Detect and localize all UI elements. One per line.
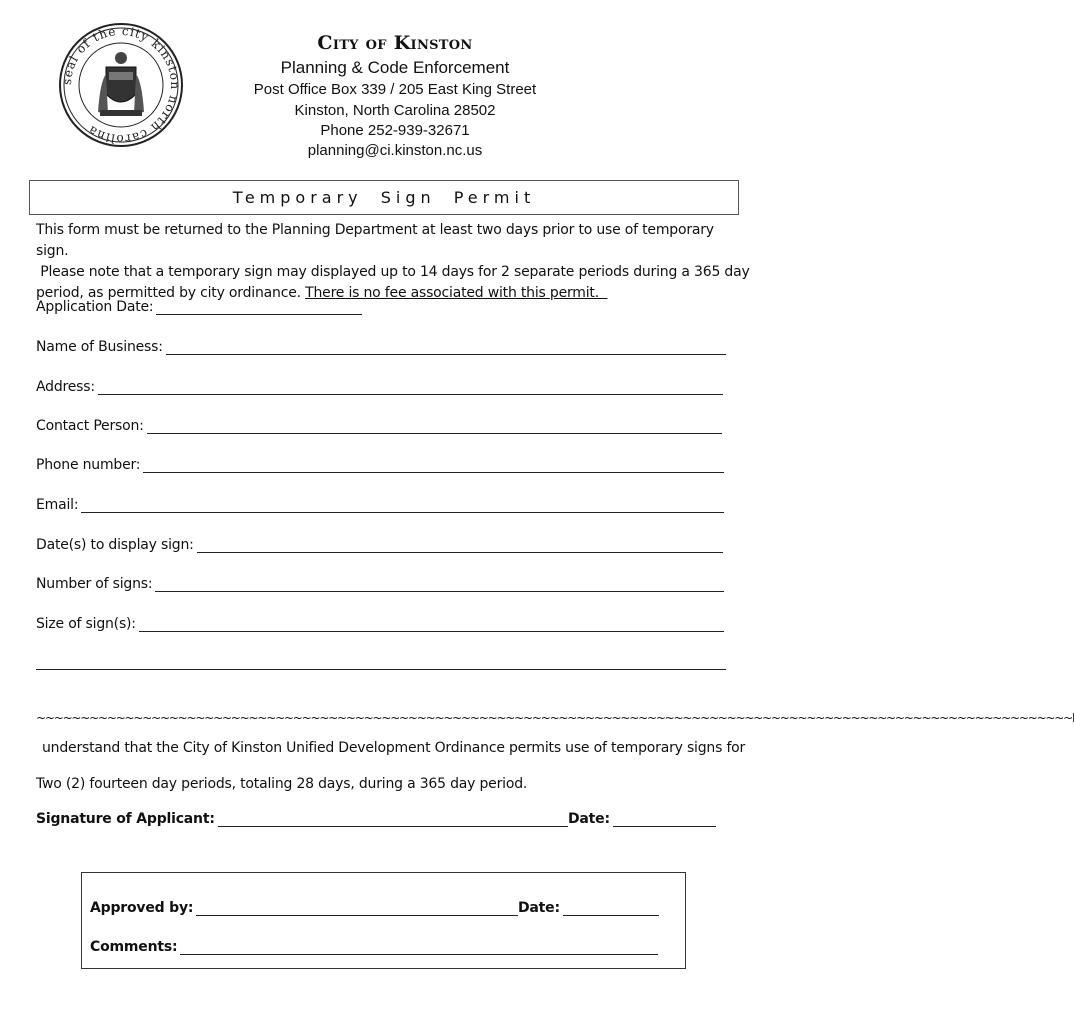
approved-by-label: Approved by:: [90, 900, 194, 916]
contact-person-label: Contact Person:: [36, 418, 144, 434]
intro-text: [36, 220, 750, 304]
comments-field[interactable]: [90, 939, 658, 955]
approved-by-field[interactable]: [90, 900, 518, 916]
contact-person-line[interactable]: [147, 419, 722, 434]
extra-blank-line[interactable]: [36, 669, 726, 670]
business-name-field[interactable]: [36, 339, 726, 355]
address-label: Address:: [36, 379, 95, 395]
email-line[interactable]: [81, 498, 724, 513]
phone-field[interactable]: [36, 457, 724, 473]
phone-number: Phone 252-939-32671: [320, 122, 470, 139]
address-line-2: Kinston, North Carolina 28502: [294, 102, 496, 119]
form-title: Temporary Sign Permit: [232, 188, 536, 207]
display-dates-line[interactable]: [197, 538, 723, 553]
approval-date-label: Date:: [518, 900, 560, 916]
comments-line[interactable]: [180, 940, 658, 955]
signature-line[interactable]: [218, 812, 568, 827]
approval-date-field[interactable]: [518, 900, 659, 916]
comments-label: Comments:: [90, 939, 178, 955]
city-name: City of Kinston: [317, 32, 473, 54]
no-fee-notice: There is no fee associated with this permit.: [305, 285, 599, 301]
address-line[interactable]: [98, 380, 723, 395]
signature-date-line[interactable]: [613, 812, 716, 827]
contact-person-field[interactable]: [36, 418, 722, 434]
application-date-label: Application Date:: [36, 299, 154, 315]
num-signs-line[interactable]: [155, 577, 724, 592]
application-date-line[interactable]: [156, 300, 362, 315]
statement-line-1: understand that the City of Kinston Unified Development Ordinance permits use of temporary signs for: [42, 740, 746, 756]
signature-date-field[interactable]: [568, 811, 716, 827]
phone-line[interactable]: [143, 458, 724, 473]
signature-label: Signature of Applicant:: [36, 811, 215, 827]
sign-size-label: Size of sign(s):: [36, 616, 136, 632]
num-signs-field[interactable]: [36, 576, 724, 592]
intro-line-2: Please note that a temporary sign may displayed up to 14 days for 2 separate periods during a 365 day: [36, 264, 750, 280]
intro-line-3-text: period, as permitted by city ordinance.: [36, 285, 301, 301]
email-label: Email:: [36, 497, 79, 513]
application-date-field[interactable]: [36, 299, 362, 315]
phone-label: Phone number:: [36, 457, 141, 473]
intro-line-1: This form must be returned to the Planning Department at least two days prior to use of temporary sign.: [36, 222, 714, 259]
approval-date-line[interactable]: [563, 901, 659, 916]
city-seal-logo: [58, 22, 184, 148]
signature-field[interactable]: [36, 811, 568, 827]
address-field[interactable]: [36, 379, 723, 395]
form-title-box: [29, 180, 739, 215]
business-name-label: Name of Business:: [36, 339, 163, 355]
display-dates-label: Date(s) to display sign:: [36, 537, 194, 553]
department-name: Planning & Code Enforcement: [280, 58, 510, 77]
num-signs-label: Number of signs:: [36, 576, 153, 592]
separator-line: ~~~~~~~~~~~~~~~~~~~~~~~~~~~~~~~~~~~~~~~~~~~~~~~~~~~~~~~~~~~~~~~~~~~~~~~~~~~~~~~~~~~~~~~~~~~~~~~~~~~~~~~~~~~~~~~~~~~~~I: [36, 711, 1074, 725]
statement-line-2: Two (2) fourteen day periods, totaling 28 days, during a 365 day period.: [36, 776, 528, 792]
business-name-line[interactable]: [166, 340, 726, 355]
sign-size-field[interactable]: [36, 616, 724, 632]
sign-size-line[interactable]: [139, 617, 724, 632]
email-address: planning@ci.kinston.nc.us: [307, 142, 483, 159]
address-line-1: Post Office Box 339 / 205 East King Street: [253, 81, 537, 98]
signature-date-label: Date:: [568, 811, 610, 827]
svg-text:seal of the city kinston north: seal of the city kinston north carolina: [59, 23, 183, 147]
email-field[interactable]: [36, 497, 724, 513]
display-dates-field[interactable]: [36, 537, 723, 553]
approved-by-line[interactable]: [196, 901, 518, 916]
